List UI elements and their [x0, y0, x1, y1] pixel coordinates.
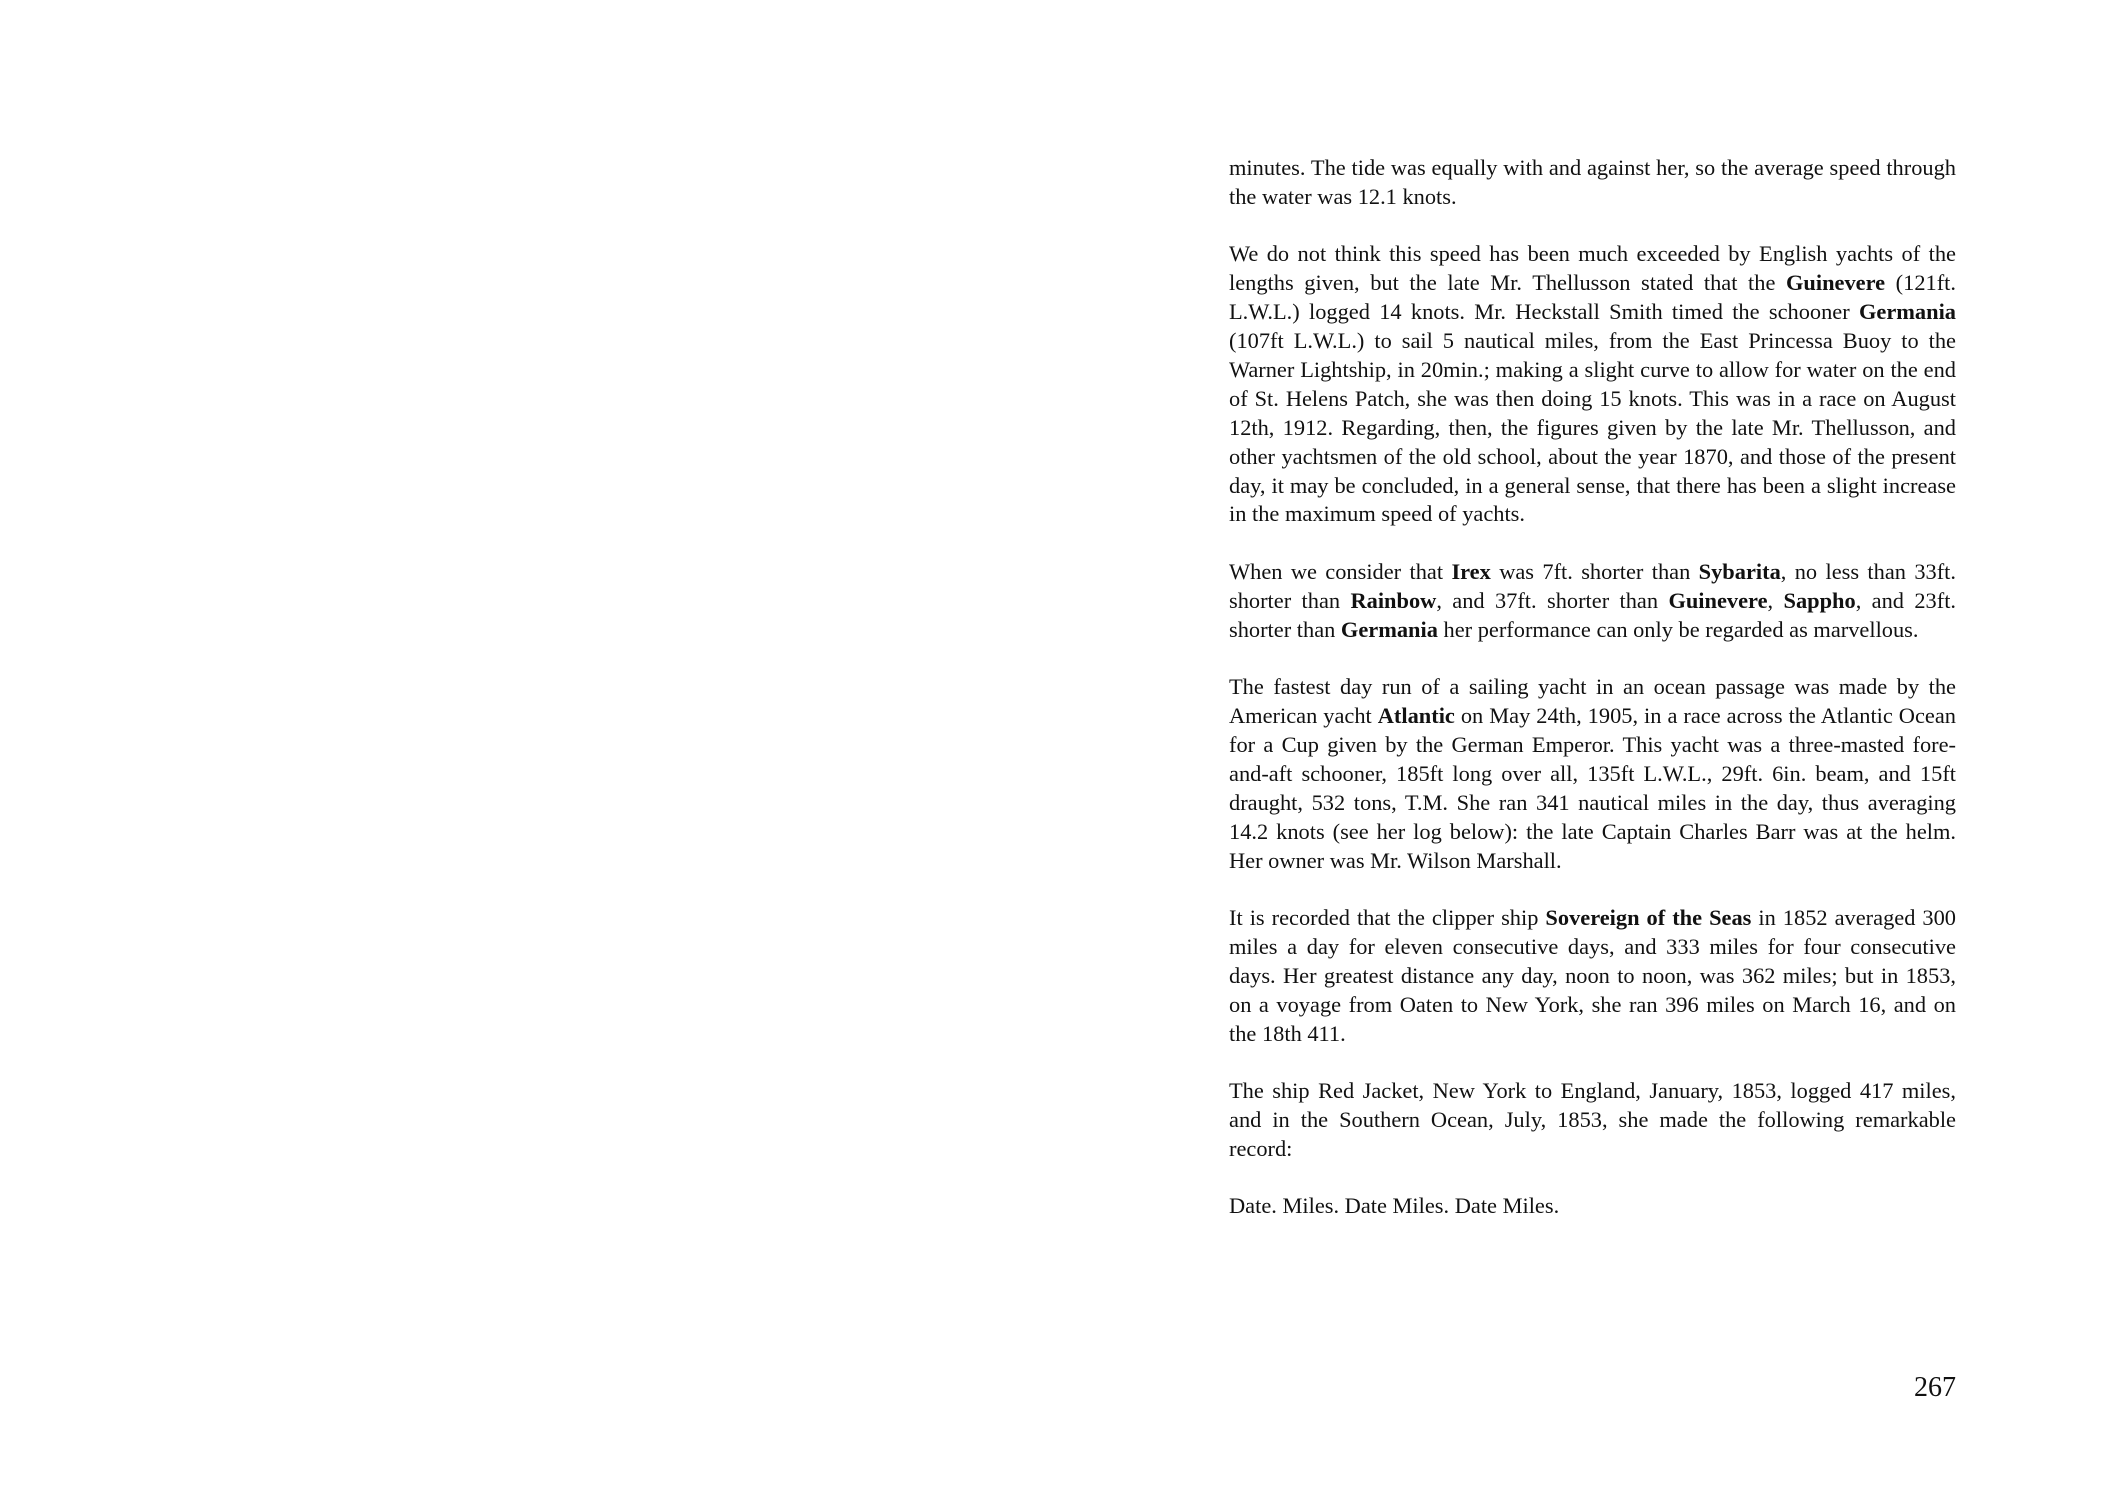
- paragraph: [1229, 904, 1956, 1049]
- text-run: Date. Miles. Date Miles. Date Miles.: [1229, 1193, 1560, 1219]
- page-text-column: [1229, 154, 1956, 1221]
- text-run: (121ft. L.W.L.) logged 14 knots. Mr. Heckstall Smith timed the schooner: [1229, 270, 1956, 325]
- text-run: The fastest day run of a sailing yacht in an ocean passage was made by the American yacht: [1229, 674, 1956, 728]
- text-run: , and 23ft. shorter than: [1229, 587, 1957, 642]
- text-run: on May 24th, 1905, in a race across the Atlantic Ocean for a Cup given by the German Emperor. This yacht was a three-masted fore-and-aft schooner, 185ft long over all, 135ft L.W.L., 29ft. 6in. beam, and 15ft draught, 532 tons, T.M. She ran 341 nautical miles in the day, thus averaging 14.2 knots (see her log below): the late Captain Charles Barr was at the helm. Her owner was Mr. Wilson Marshall.: [1229, 703, 1956, 873]
- paragraph: [1229, 1077, 1956, 1164]
- bold-ship-name: Sappho: [1783, 587, 1856, 613]
- text-run: ,: [1767, 587, 1784, 613]
- text-run: was 7ft. shorter than: [1490, 558, 1699, 584]
- bold-ship-name: Guinevere: [1668, 587, 1768, 613]
- bold-ship-name: Germania: [1858, 299, 1956, 325]
- bold-ship-name: Germania: [1340, 616, 1438, 642]
- text-run: We do not think this speed has been much exceeded by English yachts of the lengths given, but the late Mr. Thellusson stated that the: [1229, 241, 1956, 296]
- paragraph: [1229, 558, 1956, 645]
- bold-ship-name: Atlantic: [1377, 703, 1455, 728]
- text-run: her performance can only be regarded as marvellous.: [1437, 616, 1919, 642]
- paragraph: [1229, 240, 1956, 529]
- text-run: , no less than 33ft. shorter than: [1229, 558, 1956, 613]
- table-header-line: [1229, 1192, 1956, 1221]
- text-run: When we consider that: [1229, 558, 1452, 584]
- paragraph: [1229, 154, 1956, 212]
- text-run: , and 37ft. shorter than: [1436, 587, 1669, 613]
- text-run: minutes. The tide was equally with and against her, so the average speed through the water was 12.1 knots.: [1229, 155, 1956, 209]
- bold-ship-name: Irex: [1451, 558, 1491, 584]
- text-run: The ship Red Jacket, New York to England, January, 1853, logged 417 miles, and in the Southern Ocean, July, 1853, she made the following remarkable record:: [1229, 1077, 1956, 1161]
- text-run: It is recorded that the clipper ship: [1229, 904, 1546, 930]
- bold-ship-name: Sybarita: [1698, 558, 1781, 584]
- bold-ship-name: Sovereign of the Seas: [1545, 904, 1752, 930]
- page-number: 267: [1914, 1372, 1956, 1403]
- text-run: in 1852 averaged 300 miles a day for eleven consecutive days, and 333 miles for four consecutive days. Her greatest distance any day, noon to noon, was 362 miles; but in 1853, on a voyage from Oaten to New York, she ran 396 miles on March 16, and on the 18th 411.: [1229, 904, 1956, 1046]
- text-run: (107ft L.W.L.) to sail 5 nautical miles, from the East Princessa Buoy to the Warner Lightship, in 20min.; making a slight curve to allow for water on the end of St. Helens Patch, she was then doing 15 knots. This was in a race on August 12th, 1912. Regarding, then, the figures given by the late Mr. Thellusson, and other yachtsmen of the old school, about the year 1870, and those of the present day, it may be concluded, in a general sense, that there has been a slight increase in the maximum speed of yachts.: [1229, 328, 1956, 527]
- paragraph: [1229, 673, 1956, 875]
- bold-ship-name: Rainbow: [1350, 587, 1437, 613]
- bold-ship-name: Guinevere: [1785, 270, 1886, 296]
